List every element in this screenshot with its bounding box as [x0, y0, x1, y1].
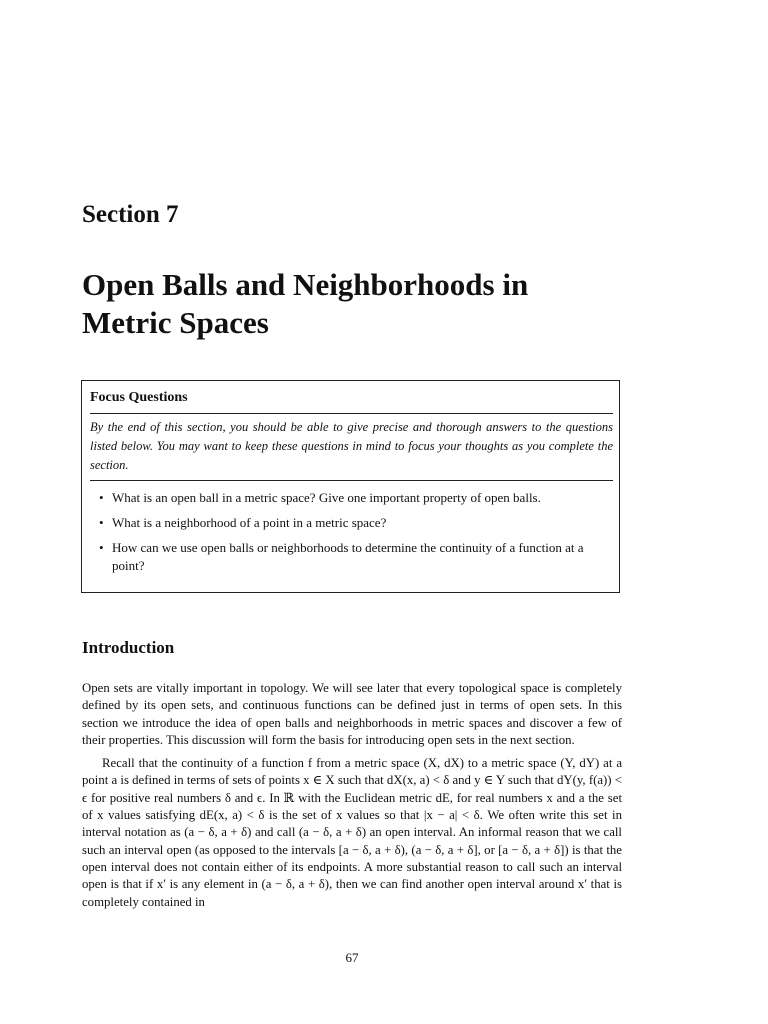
focus-question [90, 514, 613, 532]
introduction-paragraph-1: Open sets are vitally important in topology. We will see later that every topological space is completely defined by its open sets, and continuous functions can be defined just in terms of open sets. In this section we introduce the idea of open balls and neighborhoods in metric spaces and discover a few of their properties. This discussion will form the basis for introducing open sets in the next section. [82, 681, 622, 747]
focus-question [90, 489, 613, 507]
focus-questions-list [90, 489, 613, 575]
chapter-title [82, 266, 622, 342]
focus-question [90, 539, 613, 575]
introduction-body [82, 680, 622, 917]
focus-questions-box [81, 380, 620, 593]
section-label: Section 7 [82, 201, 179, 228]
bullet-icon: • [99, 515, 104, 530]
introduction-paragraph-2: Recall that the continuity of a function f from a metric space (X, dX) to a metric space (Y, dY) at a point a is defined in terms of sets of points x ∈ X such that dX(x, a) < δ and y ∈ Y such that dY(y, f(a)) < ϵ for positive real numbers δ and ϵ. In ℝ with the Euclidean metric dE, for real numbers x and a the set of x values satisfying dE(x, a) < δ is the set of x values so that |x − a| < δ. We often write this set in interval notation as (a − δ, a + δ) and call (a − δ, a + δ) an open interval. An informal reason that we call such an interval open (as opposed to the intervals [a − δ, a + δ), (a − δ, a + δ], or [a − δ, a + δ]) is that the open interval does not contain either of its endpoints. A more substantial reason to call such an interval open is that if x′ is any element in (a − δ, a + δ), then we can find another open interval around x′ that is completely contained in [82, 756, 622, 909]
focus-question-text: What is a neighborhood of a point in a metric space? [112, 515, 387, 530]
focus-question-text: What is an open ball in a metric space? Give one important property of open balls. [112, 490, 541, 505]
focus-questions-heading: Focus Questions [90, 389, 613, 414]
introduction-heading: Introduction [82, 638, 175, 657]
bullet-icon: • [99, 540, 104, 555]
chapter-title-line-2: Metric Spaces [82, 305, 269, 340]
bullet-icon: • [99, 490, 104, 505]
page-number: 67 [345, 950, 359, 965]
chapter-title-line-1: Open Balls and Neighborhoods in [82, 267, 529, 302]
focus-questions-intro: By the end of this section, you should be able to give precise and thorough answers to the questions listed below. You may want to keep these questions in mind to focus your thoughts as you complete the section. [90, 414, 613, 481]
focus-question-text: How can we use open balls or neighborhoods to determine the continuity of a function at a point? [112, 540, 584, 573]
